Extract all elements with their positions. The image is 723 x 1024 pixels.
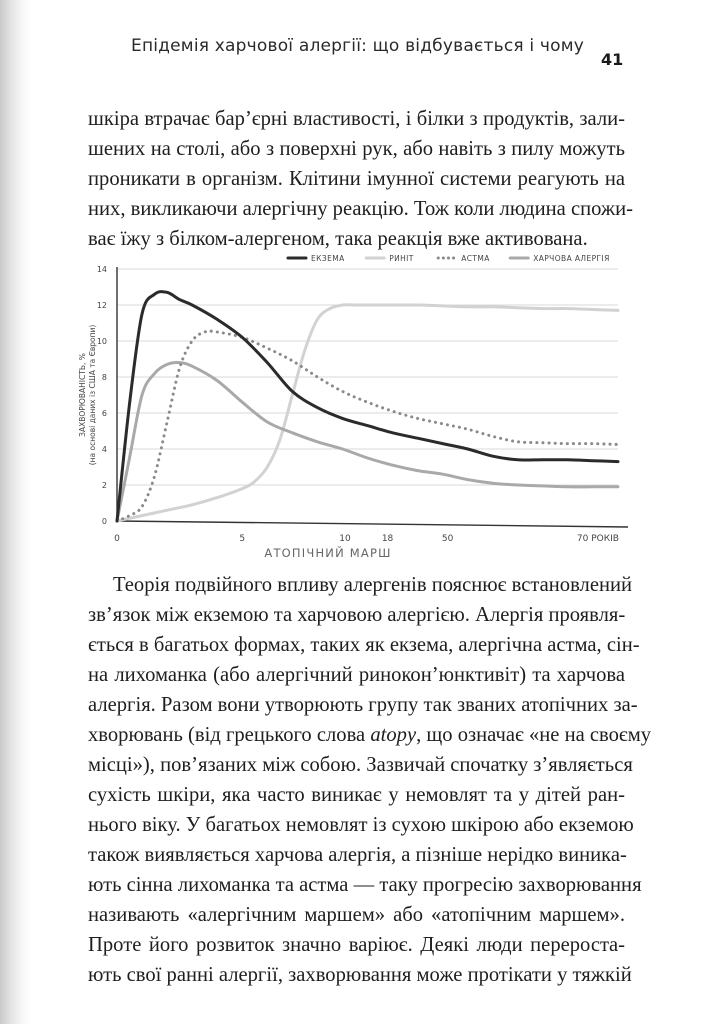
atopic-march-chart <box>68 248 628 568</box>
x-tick-label: 18 <box>381 534 394 544</box>
chart-legend <box>288 254 610 263</box>
chart-grid <box>117 269 618 485</box>
italic-term: atopy <box>370 724 417 746</box>
legend-label: ХАРЧОВА АЛЕРГІЯ <box>533 254 610 263</box>
text-line: Теорія подвійного впливу алергенів пояснює встановлений <box>113 574 633 596</box>
text-fragment: хворювань (від грецького слова <box>88 724 371 746</box>
text-line: називають «алергічним маршем» або «атопічним маршем». <box>88 904 625 926</box>
x-tick-label: 5 <box>239 534 246 544</box>
y-tick-label: 0 <box>101 517 107 526</box>
running-title: Епідемія харчової алергії: що відбувається і чому <box>131 36 585 56</box>
text-line: також виявляється харчова алергія, а пізніше нерідко виника- <box>88 844 627 866</box>
text-line: ється в багатьох формах, таких як екзема, алергічна астма, сін- <box>88 634 640 656</box>
text-line: місці»), пов’язаних між собою. Зазвичай спочатку з’являється <box>88 754 633 776</box>
y-axis-subtitle: (на основі даних із США та Європи) <box>88 324 97 466</box>
text-line: алергія. Разом вони утворюють групу так званих атопічних за- <box>88 694 638 716</box>
text-fragment: , що означає «не на своєму <box>416 724 652 746</box>
bottom-paragraph <box>88 570 652 990</box>
x-tick-label: 10 <box>339 534 351 544</box>
text-line: них, викликаючи алергічну реакцію. Тож коли людина спожи- <box>88 198 634 220</box>
text-line: проникати в організм. Клітини імунної системи реагують на <box>88 168 625 190</box>
legend-label: АСТМА <box>461 254 490 263</box>
page-number: 41 <box>601 50 624 69</box>
text-line: сухість шкіри, яка часто виникає у немовлят та у дітей ран- <box>88 784 625 806</box>
y-tick-label: 8 <box>101 373 107 382</box>
text-line: на лихоманка (або алергічний ринокон’юнктивіт) та харчова <box>88 664 625 686</box>
text-line: ють свої ранні алергії, захворювання може протікати у тяжкій <box>88 964 632 986</box>
y-tick-label: 12 <box>96 301 107 310</box>
text-line: ють сінна лихоманка та астма — таку прогресію захворювання <box>88 874 642 896</box>
y-axis-title: ЗАХВОРЮВАНІСТЬ, % <box>78 353 87 437</box>
y-tick-label: 6 <box>101 409 107 418</box>
text-line-with-italic <box>88 720 652 750</box>
x-axis-title: АТОПІЧНИЙ МАРШ <box>264 546 392 560</box>
chart-series <box>117 292 618 521</box>
top-paragraph <box>88 104 634 254</box>
x-tick-label: 70 РОКІВ <box>576 534 619 544</box>
text-line: шкіра втрачає бар’єрні властивості, і білки з продуктів, зали- <box>88 108 625 130</box>
y-tick-label: 2 <box>101 481 107 490</box>
x-tick-label: 0 <box>114 534 120 544</box>
text-line: Проте його розвиток значно варіює. Деякі люди переростa- <box>88 934 625 956</box>
text-line: зв’язок між екземою та харчовою алергією. Алергія проявля- <box>88 604 626 626</box>
chart-svg <box>68 248 628 568</box>
text-line: ває їжу з білком-алергеном, така реакція вже активована. <box>88 228 588 250</box>
legend-label: РИНІТ <box>389 254 414 263</box>
y-tick-label: 10 <box>96 337 107 346</box>
legend-label: ЕКЗЕМА <box>311 254 345 263</box>
text-line: нього віку. У багатьох немовлят із сухою шкірою або екземою <box>88 814 634 836</box>
y-tick-label: 14 <box>96 265 107 274</box>
text-line: шених на столі, або з поверхні рук, або навіть з пилу можуть <box>88 138 625 160</box>
x-axis-line <box>117 521 628 527</box>
x-tick-label: 50 <box>441 534 454 544</box>
y-tick-label: 4 <box>101 445 107 454</box>
